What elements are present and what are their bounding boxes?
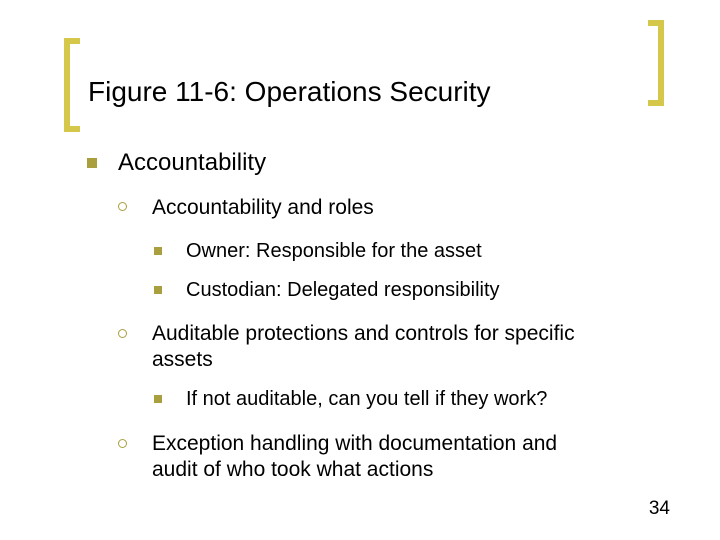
bullet-not-auditable: If not auditable, can you tell if they work? xyxy=(186,388,548,410)
bullet-exception-line2: audit of who took what actions xyxy=(152,458,434,481)
slide-title: Figure 11-6: Operations Security xyxy=(88,76,491,107)
square-bullet-icon xyxy=(154,286,162,294)
bullet-auditable-line1: Auditable protections and controls for specific xyxy=(152,322,575,345)
bullet-exception-line1: Exception handling with documentation and xyxy=(152,432,558,455)
square-bullet-icon xyxy=(87,158,97,168)
bullet-accountability-roles: Accountability and roles xyxy=(152,196,374,219)
bullet-custodian: Custodian: Delegated responsibility xyxy=(186,279,500,301)
ring-bullet-icon xyxy=(118,329,127,338)
square-bullet-icon xyxy=(154,395,162,403)
ring-bullet-icon xyxy=(118,202,127,211)
bullet-owner: Owner: Responsible for the asset xyxy=(186,240,482,262)
bullet-auditable-line2: assets xyxy=(152,348,213,371)
page-number: 34 xyxy=(648,498,670,519)
bullet-accountability: Accountability xyxy=(118,149,267,176)
square-bullet-icon xyxy=(154,247,162,255)
ring-bullet-icon xyxy=(118,439,127,448)
